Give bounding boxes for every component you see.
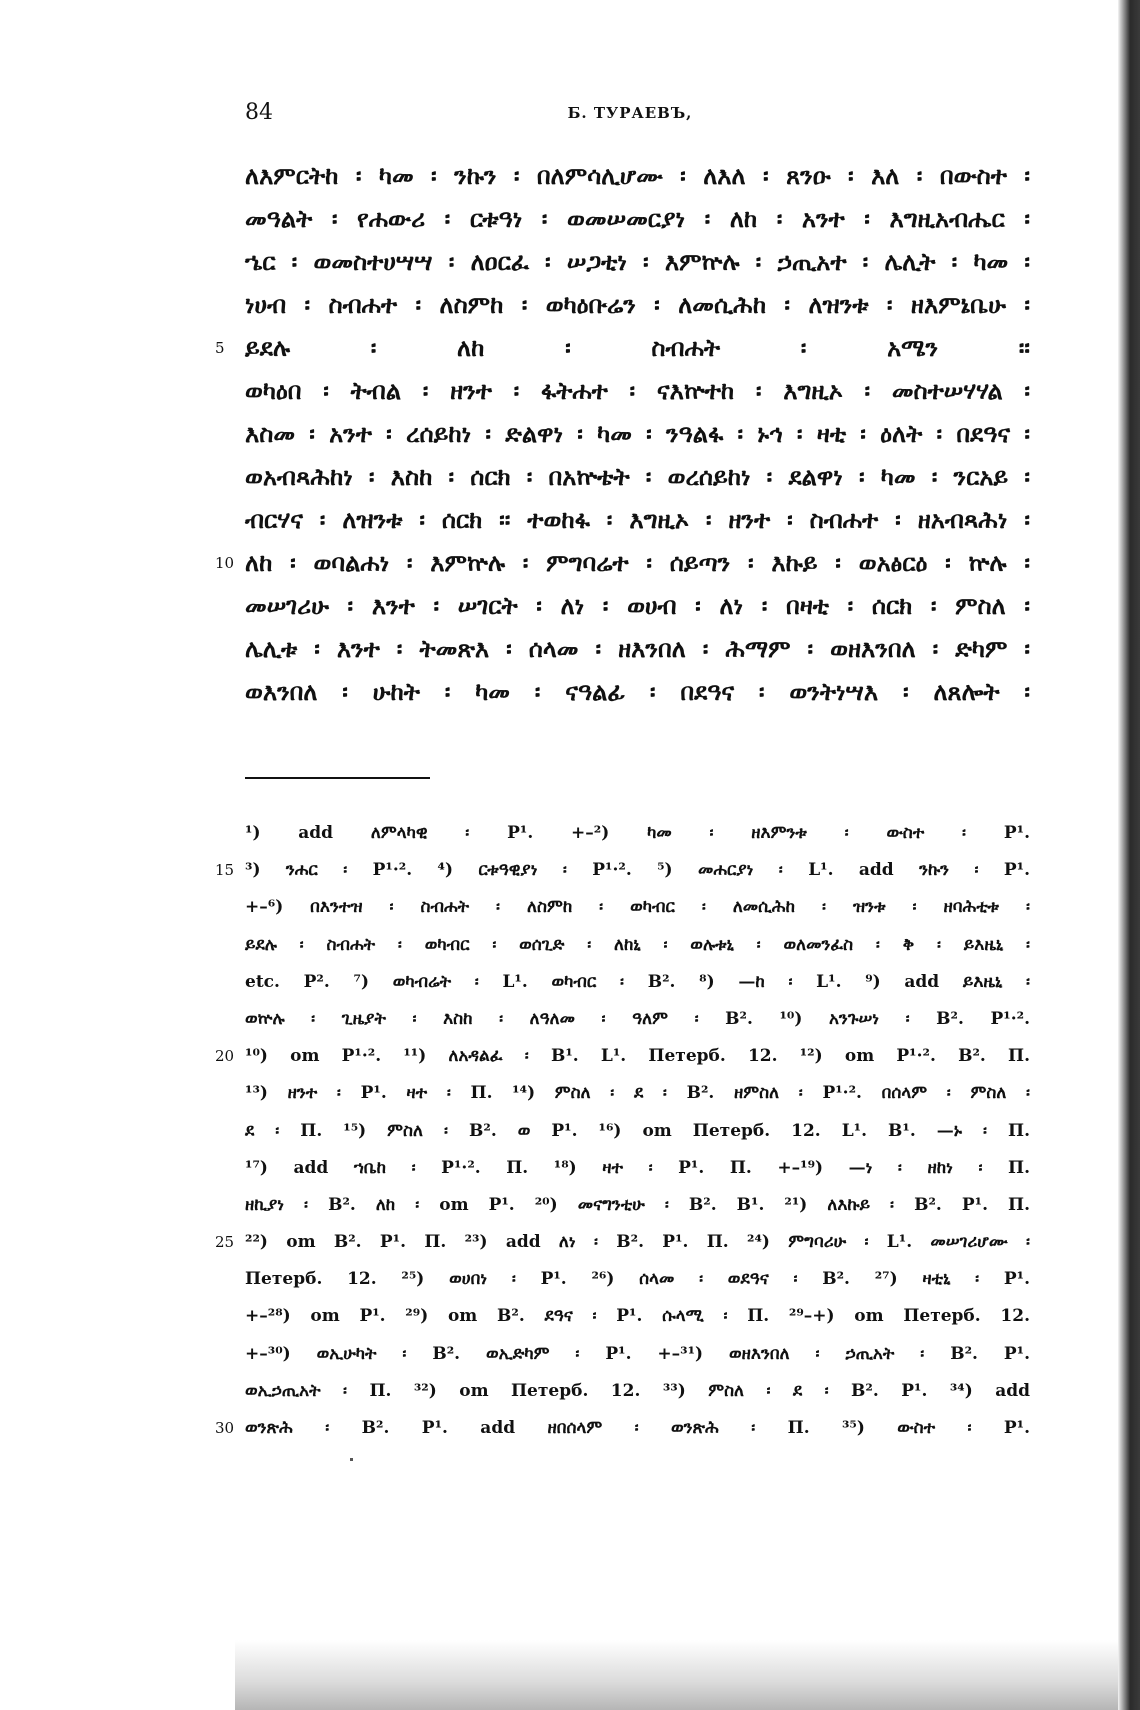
line-number: 10 — [215, 554, 235, 572]
footnote-line — [210, 1075, 1030, 1112]
line-text: መዓልት ፡ የሐውሪ ፡ ርቱዓነ ፡ ወመሠመርያነ ፡ ለከ ፡ አንተ ፡ እግዚአብሔር ፡ — [245, 205, 1030, 233]
line-text: ¹⁰) om P¹·². ¹¹) ለአዳልፈ ፡ B¹. L¹. Петерб. 12. ¹²) om P¹·². B². П. — [245, 1046, 1030, 1067]
footnote-line — [210, 852, 1030, 889]
footnote-line — [210, 964, 1030, 1001]
footnote-line — [210, 1113, 1030, 1150]
footnote-line — [210, 1187, 1030, 1224]
text-line — [210, 499, 1030, 542]
line-number: 30 — [215, 1419, 235, 1437]
page-header — [245, 100, 1015, 130]
footnote-line — [210, 1410, 1030, 1447]
page-number: 84 — [245, 100, 273, 125]
line-text: ሌሊቱ ፡ እንተ ፡ ትመጽእ ፡ ሰላመ ፡ ዘእንበለ ፡ ሕማም ፡ ወዘእንበለ ፡ ድካም ፡ — [245, 635, 1030, 663]
line-text: +–³⁰) ወኢሁካት ፡ B². ወኢድካም ፡ P¹. +–³¹) ወዘእንበለ ፡ ኃጢአት ፡ B². P¹. — [245, 1343, 1030, 1364]
text-line — [210, 413, 1030, 456]
text-line — [210, 628, 1030, 671]
line-text: እስመ ፡ አንተ ፡ ረሰይከነ ፡ ድልዋነ ፡ ካመ ፡ ንዓልፋ ፡ ኑኅ ፡ ዛቲ ፡ ዕለት ፡ በደዓና ፡ — [245, 420, 1030, 448]
line-text: +–⁶) በእንተዝ ፡ ስብሐት ፡ ለስምከ ፡ ወካብር ፡ ለመሲሕከ ፡ ዝንቱ ፡ ዘባሕቲቱ ፡ — [245, 897, 1030, 918]
scan-speck — [350, 1458, 353, 1461]
line-text: ¹⁷) add ኀቤከ ፡ P¹·². П. ¹⁸) ዛተ ፡ P¹. П. +–¹⁹) —ነ ፡ ዘከነ ፡ П. — [245, 1157, 1030, 1178]
scan-smudge — [235, 1640, 1118, 1710]
line-text: ወካዕበ ፡ ትብል ፡ ዘንተ ፡ ፋትሐተ ፡ ናእኵተከ ፡ እግዚኦ ፡ መስተሠሃሃል ፡ — [245, 377, 1030, 405]
footnote-line — [210, 815, 1030, 852]
line-text: ³) ንሐር ፡ P¹·². ⁴) ርቱዓዊያነ ፡ P¹·². ⁵) መሐርያነ ፡ L¹. add ንኩን ፡ P¹. — [245, 860, 1030, 881]
line-number: 25 — [215, 1233, 235, 1252]
line-number: 20 — [215, 1047, 235, 1066]
line-text: ብርሃና ፡ ለዝንቱ ፡ ሰርክ ፡፡ ተወከፋ ፡ እግዚኦ ፡ ዘንተ ፡ ስብሐተ ፡ ዘአብጻሕነ ፡ — [245, 506, 1030, 534]
footnote-line — [210, 1038, 1030, 1075]
line-text: ²²) om B². P¹. П. ²³) add ለነ ፡ B². P¹. П. ²⁴) ምግባሪሁ ፡ L¹. መሠገሪሆሙ ፡ — [245, 1232, 1030, 1253]
line-text: etc. P². ⁷) ወካብሬት ፡ L¹. ወካብር ፡ B². ⁸) —ከ ፡ L¹. ⁹) add ይእዜኒ ፡ — [245, 971, 1030, 992]
footnote-line — [210, 927, 1030, 964]
line-text: ¹³) ዘንተ ፡ P¹. ዛተ ፡ П. ¹⁴) ምስለ ፡ ደ ፡ B². ዘምስለ ፡ P¹·². በሰላም ፡ ምስለ ፡ — [245, 1083, 1030, 1104]
main-text-block — [210, 155, 1030, 714]
line-text: ወንጽሕ ፡ B². P¹. add ዘበሰላም ፡ ወንጽሕ ፡ П. ³⁵) ውስተ ፡ P¹. — [245, 1418, 1030, 1438]
text-line — [210, 241, 1030, 284]
footnote-rule — [245, 777, 430, 779]
line-text: ወኵሉ ፡ ጊዜያት ፡ እስከ ፡ ለዓለመ ፡ ዓለም ፡ B². ¹⁰) አንጉሠነ ፡ B². P¹·². — [245, 1008, 1030, 1029]
text-line — [210, 284, 1030, 327]
footnote-line — [210, 1150, 1030, 1187]
line-text: መሠገሪሁ ፡ እንተ ፡ ሠገርት ፡ ለነ ፡ ወሀብ ፡ ለነ ፡ በዛቲ ፡ ሰርክ ፡ ምስለ ፡ — [245, 592, 1030, 620]
footnote-line — [210, 1001, 1030, 1038]
line-text: ወአብጻሕከነ ፡ እስከ ፡ ሰርክ ፡ በአኵቴት ፡ ወረሰይከነ ፡ ደልዋነ ፡ ካመ ፡ ንርአይ ፡ — [245, 463, 1030, 491]
text-line — [210, 198, 1030, 241]
text-line — [210, 327, 1030, 370]
footnote-line — [210, 1373, 1030, 1410]
footnote-line — [210, 1298, 1030, 1335]
line-text: ወእንበለ ፡ ሁከት ፡ ካመ ፡ ናዓልፊ ፡ በደዓና ፡ ወንትነሣእ ፡ ለጸሎት ፡ — [245, 678, 1030, 706]
running-head: Б. ТУРАЕВЪ, — [567, 104, 693, 122]
text-line — [210, 671, 1030, 714]
footnote-line — [210, 889, 1030, 926]
page-edge-shadow — [1118, 0, 1140, 1710]
line-text: ይደሉ ፡ ስብሐት ፡ ወካብር ፡ ወሰጊድ ፡ ለከኒ ፡ ወሉቱኒ ፡ ወለመንፈስ ፡ ቅ ፡ ይእዜኒ ፡ — [245, 934, 1030, 955]
text-line — [210, 456, 1030, 499]
line-text: Петерб. 12. ²⁵) ወሀበነ ፡ P¹. ²⁶) ሰላመ ፡ ወደዓና ፡ B². ²⁷) ዛቲኒ ፡ P¹. — [245, 1269, 1030, 1290]
footnote-line — [210, 1336, 1030, 1373]
line-text: ለእምርትከ ፡ ካመ ፡ ንኩን ፡ በለምሳሊሆሙ ፡ ለእለ ፡ ጸንዑ ፡ እለ ፡ በውስተ ፡ — [245, 162, 1030, 190]
line-text: ¹) add ለምላካዊ ፡ P¹. +–²) ካመ ፡ ዘእምንቱ ፡ ውስተ ፡ P¹. — [245, 823, 1030, 843]
line-number: 5 — [215, 339, 225, 357]
text-line — [210, 585, 1030, 628]
footnote-line — [210, 1224, 1030, 1261]
line-text: +–²⁸) om P¹. ²⁹) om B². ደዓና ፡ P¹. ሱላሚ ፡ П. ²⁹–+) om Петерб. 12. — [245, 1306, 1030, 1327]
footnotes-block — [210, 815, 1030, 1447]
line-text: ወኢኃጢአት ፡ П. ³²) om Петерб. 12. ³³) ምስለ ፡ ደ ፡ B². P¹. ³⁴) add — [245, 1380, 1030, 1401]
footnote-line — [210, 1261, 1030, 1298]
line-number: 15 — [215, 861, 235, 880]
line-text: ደ ፡ П. ¹⁵) ምስለ ፡ B². ወ P¹. ¹⁶) om Петерб. 12. L¹. B¹. —ኑ ፡ П. — [245, 1120, 1030, 1141]
text-line — [210, 155, 1030, 198]
line-text: ዘኪያነ ፡ B². ለከ ፡ om P¹. ²⁰) መናግንቲሁ ፡ B². B¹. ²¹) ለእኩይ ፡ B². P¹. П. — [245, 1194, 1030, 1215]
line-text: ለከ ፡ ወባልሐነ ፡ እምኵሉ ፡ ምግባሬተ ፡ ሰይጣን ፡ እኩይ ፡ ወአፅርዕ ፡ ኵሉ ፡ — [245, 549, 1030, 577]
line-text: ነሀብ ፡ ስብሐተ ፡ ለስምከ ፡ ወካዕቡሬን ፡ ለመሲሕከ ፡ ለዝንቱ ፡ ዘእምኔቤሁ ፡ — [245, 291, 1030, 319]
text-line — [210, 370, 1030, 413]
text-line — [210, 542, 1030, 585]
line-text: ይደሉ ፡ ለከ ፡ ስብሐት ፡ አሜን ። — [245, 334, 1030, 362]
line-text: ኄር ፡ ወመስተሀሣሣ ፡ ለዐርፈ ፡ ሠጋቲነ ፡ እምኵሉ ፡ ኃጢአተ ፡ ሌሊት ፡ ካመ ፡ — [245, 248, 1030, 276]
